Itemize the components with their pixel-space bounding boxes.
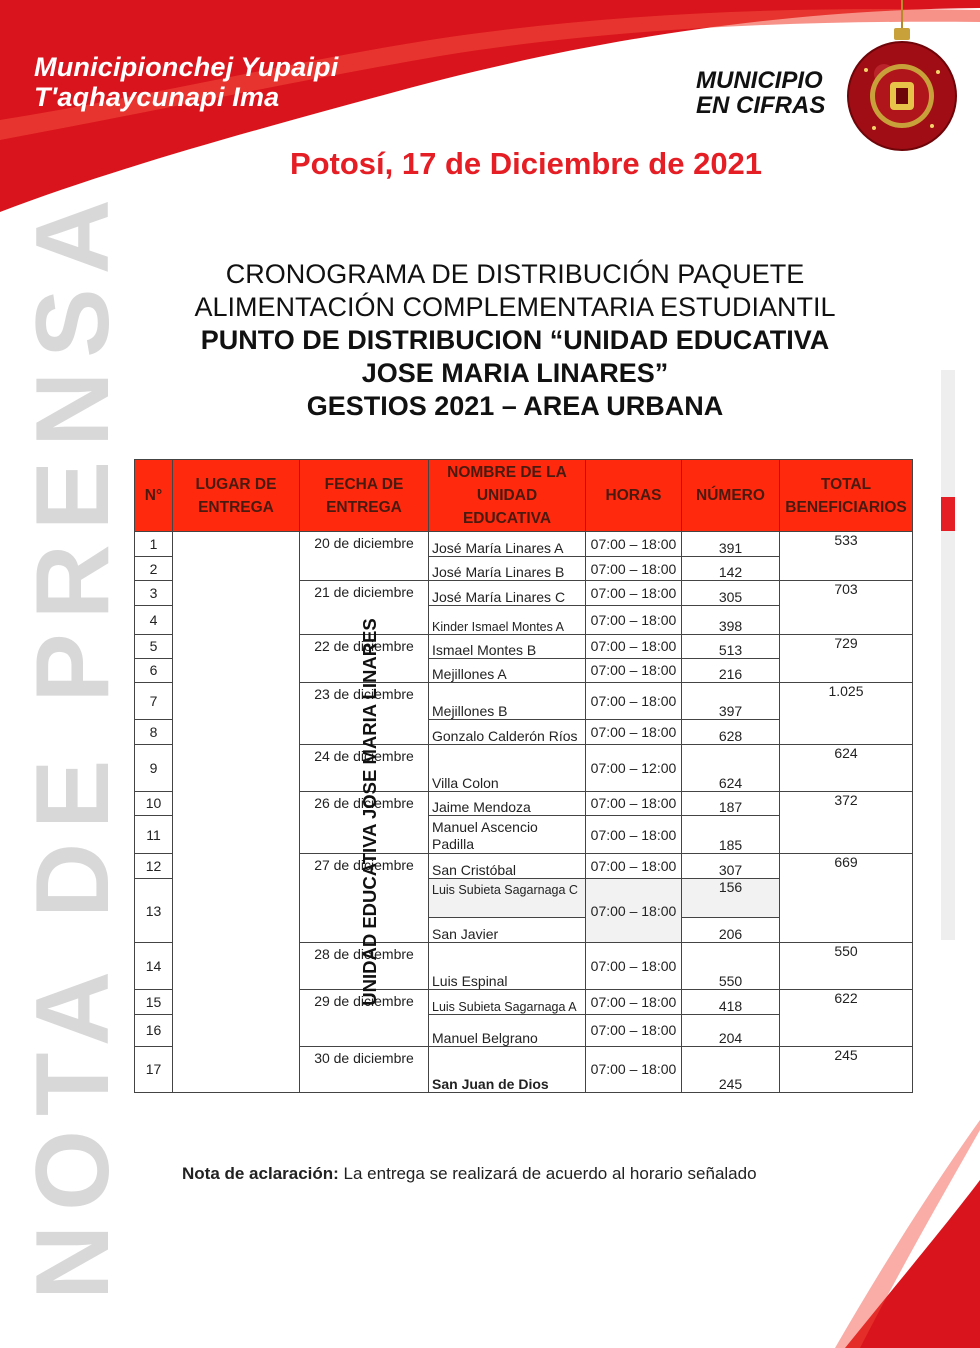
horas-cell: 07:00 – 18:00 [586, 581, 682, 605]
row-number: 5 [135, 634, 173, 658]
total-cell: 729 [780, 634, 913, 682]
numero-cell: 418 [682, 990, 780, 1015]
numero-cell: 216 [682, 658, 780, 682]
numero-cell: 142 [682, 557, 780, 581]
header-n: N° [135, 460, 173, 532]
horas-cell: 07:00 – 18:00 [586, 1046, 682, 1092]
nota-de-prensa-watermark: NOTA DE PRENSA [15, 185, 131, 1300]
horas-cell: 07:00 – 18:00 [586, 854, 682, 879]
unidad-cell: Luis Subieta Sagarnaga A [429, 990, 586, 1015]
horas-cell: 07:00 – 18:00 [586, 683, 682, 720]
horas-cell: 07:00 – 18:00 [586, 942, 682, 989]
horas-cell: 07:00 – 18:00 [586, 557, 682, 581]
horas-cell: 07:00 – 18:00 [586, 1015, 682, 1046]
table-row [135, 532, 913, 557]
date-cell: 30 de diciembre [300, 1046, 429, 1092]
date-cell: 28 de diciembre [300, 942, 429, 989]
date-cell: 27 de diciembre [300, 854, 429, 943]
header-horas: HORAS [586, 460, 682, 532]
horas-cell: 07:00 – 18:00 [586, 658, 682, 682]
note-label: Nota de aclaración: [182, 1164, 339, 1183]
title-line-2: ALIMENTACIÓN COMPLEMENTARIA ESTUDIANTIL [194, 292, 836, 322]
unidad-cell: Mejillones B [429, 683, 586, 720]
note-text: La entrega se realizará de acuerdo al horario señalado [338, 1164, 757, 1183]
total-cell: 1.025 [780, 683, 913, 744]
date-cell: 29 de diciembre [300, 990, 429, 1046]
unidad-cell: Villa Colon [429, 744, 586, 791]
horas-cell: 07:00 – 18:00 [586, 791, 682, 815]
date-cell: 26 de diciembre [300, 791, 429, 853]
numero-cell: 307 [682, 854, 780, 879]
header-fecha: FECHA DE ENTREGA [300, 460, 429, 532]
unidad-cell: Manuel Belgrano [429, 1015, 586, 1046]
row-number: 15 [135, 990, 173, 1015]
numero-cell: 305 [682, 581, 780, 605]
clarification-note [182, 1164, 757, 1184]
numero-cell: 624 [682, 744, 780, 791]
total-cell: 372 [780, 791, 913, 853]
distribution-schedule-table [134, 459, 913, 1093]
row-number: 11 [135, 816, 173, 854]
row-number: 14 [135, 942, 173, 989]
total-cell: 622 [780, 990, 913, 1046]
date-cell: 20 de diciembre [300, 532, 429, 581]
numero-cell: 206 [682, 917, 780, 942]
slogan-line-1: Municipionchej Yupaipi [34, 52, 339, 82]
unidad-cell: San Cristóbal [429, 854, 586, 879]
press-date: Potosí, 17 de Diciembre de 2021 [289, 146, 763, 181]
unidad-cell: José María Linares B [429, 557, 586, 581]
numero-cell: 204 [682, 1015, 780, 1046]
horas-cell: 07:00 – 18:00 [586, 532, 682, 557]
total-cell: 669 [780, 854, 913, 943]
row-number: 9 [135, 744, 173, 791]
row-number: 17 [135, 1046, 173, 1092]
row-number: 12 [135, 854, 173, 879]
row-number: 16 [135, 1015, 173, 1046]
numero-cell: 550 [682, 942, 780, 989]
numero-cell: 391 [682, 532, 780, 557]
brand-line-1: MUNICIPIO [696, 67, 823, 94]
slogan-line-2: T'aqhaycunapi Ima [34, 82, 280, 112]
scrollbar-thumb[interactable] [941, 497, 955, 531]
total-cell: 533 [780, 532, 913, 581]
unidad-cell: Luis Espinal [429, 942, 586, 989]
row-number: 3 [135, 581, 173, 605]
total-cell: 245 [780, 1046, 913, 1092]
unidad-cell: Mejillones A [429, 658, 586, 682]
numero-cell: 187 [682, 791, 780, 815]
header-numero: NÚMERO [682, 460, 780, 532]
brand-municipio-en-cifras [696, 68, 825, 118]
unidad-cell: San Javier [429, 917, 586, 942]
horas-cell: 07:00 – 18:00 [586, 990, 682, 1015]
lugar-label: UNIDAD EDUCATIVA JOSE MARIA LINARES [358, 618, 380, 1006]
row-number: 13 [135, 879, 173, 942]
horas-cell: 07:00 – 18:00 [586, 720, 682, 744]
unidad-cell: Manuel Ascencio Padilla [429, 816, 586, 854]
numero-cell: 156 [682, 879, 780, 917]
row-number: 8 [135, 720, 173, 744]
numero-cell: 628 [682, 720, 780, 744]
row-number: 1 [135, 532, 173, 557]
numero-cell: 397 [682, 683, 780, 720]
date-cell: 22 de diciembre [300, 634, 429, 682]
row-number: 2 [135, 557, 173, 581]
unidad-cell: Kinder Ismael Montes A [429, 605, 586, 634]
numero-cell: 185 [682, 816, 780, 854]
table-header-row [135, 460, 913, 532]
unidad-cell: Gonzalo Calderón Ríos [429, 720, 586, 744]
christmas-ornament-icon [846, 0, 958, 152]
row-number: 4 [135, 605, 173, 634]
date-cell: 21 de diciembre [300, 581, 429, 634]
horas-cell: 07:00 – 12:00 [586, 744, 682, 791]
title-line-3: PUNTO DE DISTRIBUCION “UNIDAD EDUCATIVA [200, 325, 830, 355]
header-total: TOTAL BENEFICIARIOS [780, 460, 913, 532]
numero-cell: 245 [682, 1046, 780, 1092]
unidad-cell: Luis Subieta Sagarnaga C [429, 879, 586, 917]
date-cell: 23 de diciembre [300, 683, 429, 744]
document-title [150, 258, 880, 423]
brand-line-2: EN CIFRAS [696, 92, 826, 119]
horas-cell: 07:00 – 18:00 [586, 634, 682, 658]
unidad-cell: José María Linares C [429, 581, 586, 605]
slogan [34, 52, 338, 112]
horas-cell: 07:00 – 18:00 [586, 605, 682, 634]
total-cell: 624 [780, 744, 913, 791]
row-number: 7 [135, 683, 173, 720]
horas-cell: 07:00 – 18:00 [586, 879, 682, 942]
date-cell: 24 de diciembre [300, 744, 429, 791]
total-cell: 550 [780, 942, 913, 989]
header-unidad: NOMBRE DE LA UNIDAD EDUCATIVA [429, 460, 586, 532]
header-lugar: LUGAR DE ENTREGA [173, 460, 300, 532]
horas-cell: 07:00 – 18:00 [586, 816, 682, 854]
numero-cell: 513 [682, 634, 780, 658]
title-line-4: JOSE MARIA LINARES” [361, 358, 669, 388]
unidad-cell: Jaime Mendoza [429, 791, 586, 815]
scrollbar-track[interactable] [941, 370, 955, 940]
unidad-cell: Ismael Montes B [429, 634, 586, 658]
title-line-5: GESTIOS 2021 – AREA URBANA [306, 391, 724, 421]
total-cell: 703 [780, 581, 913, 634]
numero-cell: 398 [682, 605, 780, 634]
title-line-1: CRONOGRAMA DE DISTRIBUCIÓN PAQUETE [225, 259, 805, 289]
unidad-cell: San Juan de Dios [429, 1046, 586, 1092]
row-number: 10 [135, 791, 173, 815]
unidad-cell: José María Linares A [429, 532, 586, 557]
row-number: 6 [135, 658, 173, 682]
